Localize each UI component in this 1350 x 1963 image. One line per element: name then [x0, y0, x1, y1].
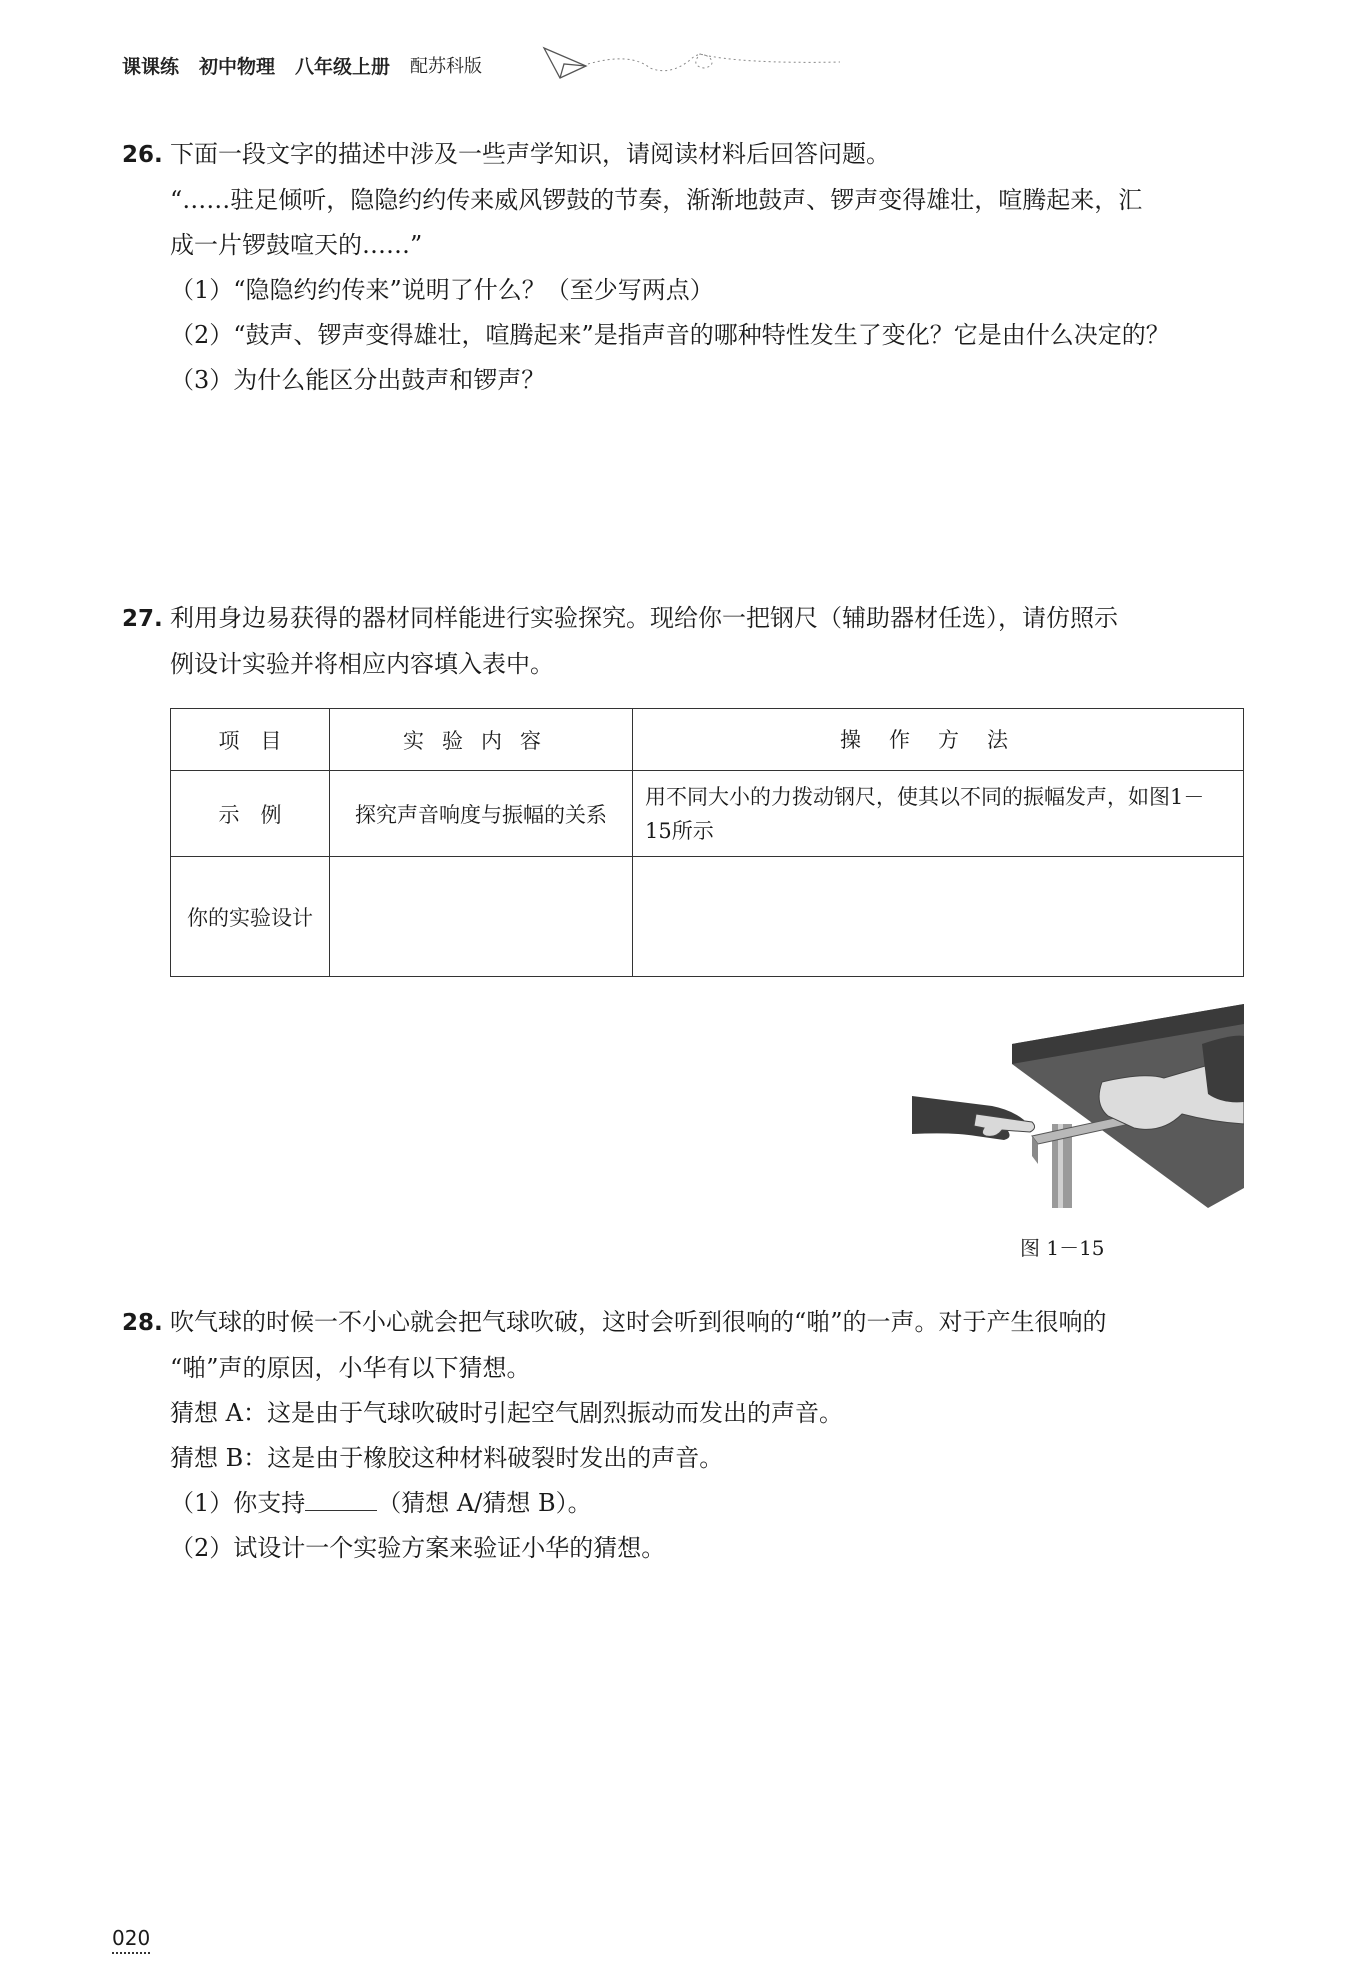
question-prompt: 吹气球的时候一不小心就会把气球吹破，这时会听到很响的“啪”的一声。对于产生很响的	[170, 1308, 1107, 1336]
design-row	[171, 857, 1244, 977]
grade-name: 八年级上册	[295, 55, 391, 78]
answer-blank[interactable]	[305, 1484, 377, 1511]
guess-b: 猜想 B：这是由于橡胶这种材料破裂时发出的声音。	[170, 1444, 724, 1472]
question-prompt: 利用身边易获得的器材同样能进行实验探究。现给你一把钢尺（辅助器材任选），请仿照示	[170, 604, 1118, 632]
sub-question-2: （2）“鼓声、锣声变得雄壮，喧腾起来”是指声音的哪种特性发生了变化？它是由什么决定的？	[170, 321, 1170, 349]
subject-name: 初中物理	[199, 55, 276, 78]
page-number: 020	[112, 1926, 150, 1954]
experiment-table	[170, 708, 1244, 977]
header-content: 实验内容	[330, 709, 633, 771]
ruler-on-table-figure	[912, 1004, 1244, 1208]
example-label: 示 例	[171, 771, 330, 857]
guess-a: 猜想 A：这是由于气球吹破时引起空气剧烈振动而发出的声音。	[170, 1399, 843, 1427]
running-header	[122, 48, 502, 82]
paper-plane-icon	[540, 42, 850, 92]
sub-question-1-options: （猜想 A/猜想 B）。	[377, 1489, 592, 1517]
design-method-cell[interactable]	[633, 857, 1244, 977]
design-content-cell[interactable]	[330, 857, 633, 977]
question-28	[122, 1300, 1242, 1571]
question-prompt: 下面一段文字的描述中涉及一些声学知识，请阅读材料后回答问题。	[170, 140, 890, 168]
sub-question-1: （1）“隐隐约约传来”说明了什么？（至少写两点）	[170, 276, 714, 304]
quote-line-1: “……驻足倾听，隐隐约约传来威风锣鼓的节奏，渐渐地鼓声、锣声变得雄壮，喧腾起来，汇	[170, 186, 1143, 214]
example-row	[171, 771, 1244, 857]
question-number: 28.	[122, 1310, 163, 1336]
question-prompt-line-2: 例设计实验并将相应内容填入表中。	[170, 650, 554, 678]
edition-name: 配苏科版	[410, 56, 483, 77]
sub-question-3: （3）为什么能区分出鼓声和锣声？	[170, 366, 546, 394]
sub-question-1-text: （1）你支持	[170, 1489, 306, 1517]
question-27	[122, 596, 1242, 687]
sub-question-1	[122, 1481, 1242, 1526]
example-method: 用不同大小的力拨动钢尺，使其以不同的振幅发声，如图1－15所示	[633, 771, 1244, 857]
example-content: 探究声音响度与振幅的关系	[330, 771, 633, 857]
sub-question-2: （2）试设计一个实验方案来验证小华的猜想。	[170, 1534, 666, 1562]
quote-line-2: 成一片锣鼓喧天的……”	[170, 231, 423, 259]
question-26	[122, 132, 1242, 403]
question-prompt-line-2: “啪”声的原因，小华有以下猜想。	[170, 1354, 531, 1382]
header-item: 项 目	[171, 709, 330, 771]
series-name: 课课练	[122, 55, 180, 78]
question-number: 27.	[122, 606, 163, 632]
table-header-row	[171, 709, 1244, 771]
header-method: 操作方法	[633, 709, 1244, 771]
figure-caption: 图 1－15	[1020, 1236, 1105, 1260]
design-label: 你的实验设计	[171, 857, 330, 977]
question-number: 26.	[122, 142, 163, 168]
